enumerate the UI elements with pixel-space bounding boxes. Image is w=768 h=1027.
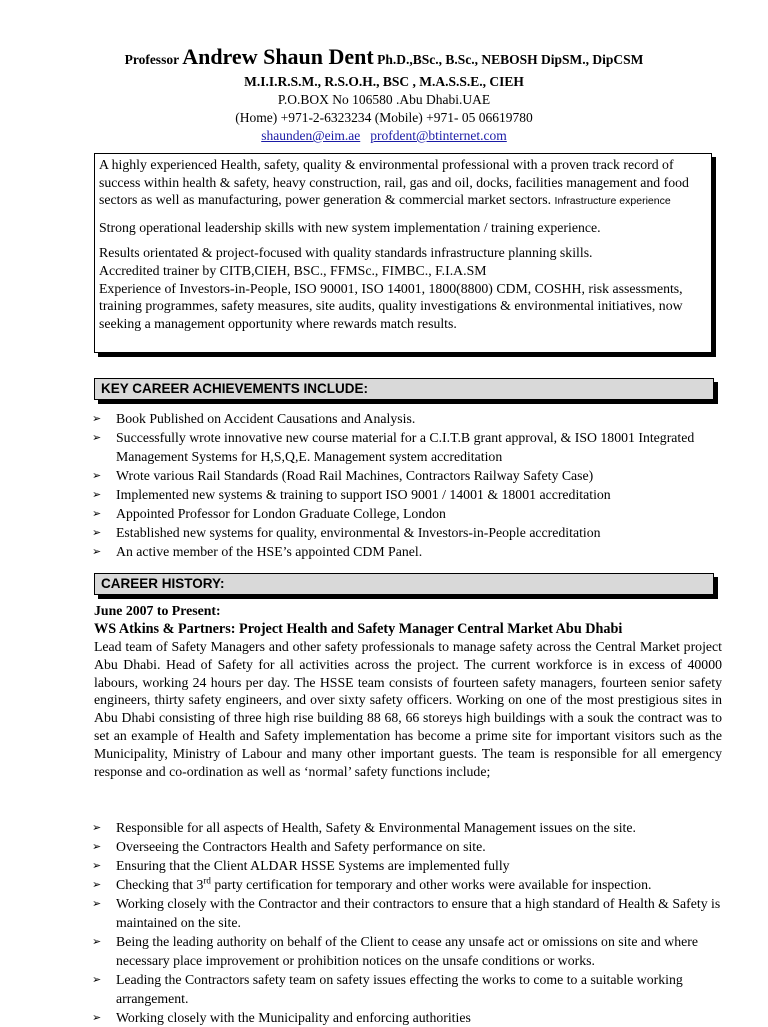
list-item-text: Being the leading authority on behalf of the Client to cease any unsafe act or omissions on site and where necessary place improvement or prohibition notices on the unsafe conditions or works. xyxy=(116,934,698,968)
list-item-text: Overseeing the Contractors Health and Safety performance on site. xyxy=(116,839,486,854)
job-entry xyxy=(94,602,722,780)
list-item-text: Established new systems for quality, environmental & Investors-in-People accreditation xyxy=(116,525,601,540)
email-link-2[interactable]: profdent@btinternet.com xyxy=(370,128,507,143)
duty-item xyxy=(92,970,732,1008)
career-history-heading: CAREER HISTORY: xyxy=(94,573,714,595)
list-item-text: An active member of the HSE’s appointed CDM Panel. xyxy=(116,544,423,559)
profile-summary-box xyxy=(94,153,712,353)
bullet-arrow-icon: ➢ xyxy=(92,469,102,482)
list-item-text: Leading the Contractors safety team on safety issues effecting the works to come to a suitable working arrangement. xyxy=(116,972,683,1006)
postal-address: P.O.BOX No 106580 .Abu Dhabi.UAE xyxy=(277,92,491,107)
achievements-heading: KEY CAREER ACHIEVEMENTS INCLUDE: xyxy=(94,378,714,400)
phone-numbers: (Home) +971-2-6323234 (Mobile) +971- 05 06619780 xyxy=(235,110,533,125)
duty-item xyxy=(92,856,732,875)
name-line xyxy=(0,44,768,73)
bullet-arrow-icon: ➢ xyxy=(92,859,102,872)
summary-paragraph-4: Accredited trainer by CITB,CIEH, BSC., FFMSc., FIMBC., F.I.A.SM xyxy=(99,262,487,278)
list-item-text: Implemented new systems & training to support ISO 9001 / 14001 & 18001 accreditation xyxy=(116,487,611,502)
job-role: WS Atkins & Partners: Project Health and Safety Manager Central Market Abu Dhabi xyxy=(94,621,623,637)
bullet-arrow-icon: ➢ xyxy=(92,507,102,520)
list-item-text: Ensuring that the Client ALDAR HSSE Systems are implemented fully xyxy=(116,858,510,873)
achievement-item xyxy=(92,542,732,561)
ordinal-superscript: rd xyxy=(203,875,211,886)
bullet-arrow-icon: ➢ xyxy=(92,973,102,986)
job-description: Lead team of Safety Managers and other safety professionals to manage safety across the Central Market project Abu Dhabi. Head of Safety for all activities across the project. The current workforce is in excess of 40000 labours, working 24 hours per day. The HSSE team consists of fourteen safety managers, fourteen senior safety engineers, thirty safety engineers, and over sixty safety officers. Working on one of the most prestigious sites in Abu Dhabi consisting of three high rise building 88 68, 66 storeys high buildings with a souk the contract was to set an example of Health and Safety implementation has become a prime site for important visitors such as the Municipality, Ministry of Labour and many other important guests. The team is responsible for all emergency response and co-ordination as well as ‘normal’ safety functions include; xyxy=(94,639,722,779)
list-item-text: party certification for temporary and other works were available for inspection. xyxy=(210,877,652,892)
bullet-arrow-icon: ➢ xyxy=(92,897,102,910)
bullet-arrow-icon: ➢ xyxy=(92,545,102,558)
bullet-arrow-icon: ➢ xyxy=(92,821,102,834)
qualifications-2: M.I.I.R.S.M., R.S.O.H., BSC , M.A.S.S.E., CIEH xyxy=(244,74,524,89)
list-item-text: Book Published on Accident Causations and Analysis. xyxy=(116,411,416,426)
achievements-list xyxy=(92,409,732,561)
summary-small-note: Infrastructure experience xyxy=(554,195,671,208)
bullet-arrow-icon: ➢ xyxy=(92,412,102,425)
email-line xyxy=(0,127,768,145)
bullet-arrow-icon: ➢ xyxy=(92,935,102,948)
achievement-item xyxy=(92,523,732,542)
list-item-text: Checking that 3 xyxy=(116,877,204,892)
list-item-text: Successfully wrote innovative new course material for a C.I.T.B grant approval, & ISO 18001 Integrated Management Systems for H,S,Q,E. Management system accreditation xyxy=(116,430,695,464)
duty-item xyxy=(92,1008,732,1027)
job-date: June 2007 to Present: xyxy=(94,603,221,618)
bullet-arrow-icon: ➢ xyxy=(92,840,102,853)
duties-list xyxy=(92,818,732,1027)
list-item-text: Wrote various Rail Standards (Road Rail Machines, Contractors Railway Safety Case) xyxy=(116,468,594,483)
bullet-arrow-icon: ➢ xyxy=(92,488,102,501)
achievement-item xyxy=(92,485,732,504)
summary-paragraph-1: A highly experienced Health, safety, quality & environmental professional with a proven track record of success within health & safety, heavy construction, rail, gas and oil, docks, facilities management and food sectors as well as manufacturing, power generation & commercial market sectors. Infrastructure experience xyxy=(99,157,689,208)
list-item-text: Working closely with the Contractor and their contractors to ensure that a high standard of Health & Safety is maintained on the site. xyxy=(116,896,721,930)
achievement-item xyxy=(92,504,732,523)
achievement-item xyxy=(92,409,732,428)
summary-paragraph-3: Results orientated & project-focused with quality standards infrastructure planning skills. xyxy=(99,245,593,261)
title-prefix: Professor xyxy=(124,52,183,67)
duty-item xyxy=(92,894,732,932)
duty-item xyxy=(92,875,732,894)
duty-item xyxy=(92,818,732,837)
bullet-arrow-icon: ➢ xyxy=(92,878,102,891)
summary-paragraph-2: Strong operational leadership skills with new system implementation / training experience. xyxy=(99,219,601,235)
email-link-1[interactable]: shaunden@eim.ae xyxy=(261,128,361,143)
achievement-item xyxy=(92,466,732,485)
list-item-text: Working closely with the Municipality and enforcing authorities xyxy=(116,1010,471,1025)
bullet-arrow-icon: ➢ xyxy=(92,1011,102,1024)
bullet-arrow-icon: ➢ xyxy=(92,526,102,539)
achievement-item xyxy=(92,428,732,466)
list-item-text: Responsible for all aspects of Health, Safety & Environmental Management issues on the site. xyxy=(116,820,636,835)
duty-item xyxy=(92,837,732,856)
full-name: Andrew Shaun Dent xyxy=(182,44,374,69)
summary-paragraph-5: Experience of Investors-in-People, ISO 90001, ISO 14001, 1800(8800) CDM, COSHH, risk assessments, training programmes, safety measures, site audits, quality investigations & environmental initiatives, now seeking a management opportunity where rewards match results. xyxy=(99,280,683,331)
duty-item xyxy=(92,932,732,970)
qualifications-1: Ph.D.,BSc., B.Sc., NEBOSH DipSM., DipCSM xyxy=(373,52,644,67)
list-item-text: Appointed Professor for London Graduate College, London xyxy=(116,506,446,521)
resume-header xyxy=(0,44,768,145)
bullet-arrow-icon: ➢ xyxy=(92,431,102,444)
